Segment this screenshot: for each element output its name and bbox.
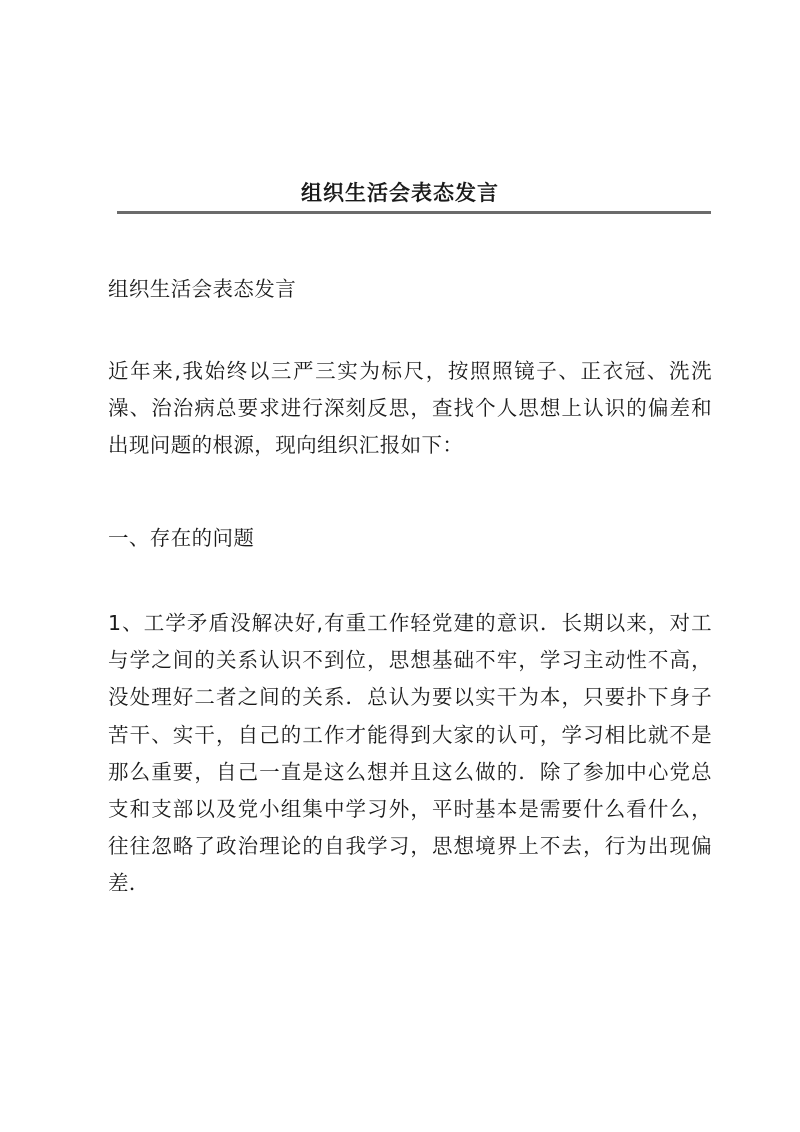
item-paragraph-1: 1、工学矛盾没解决好,有重工作轻党建的意识．长期以来，对工与学之间的关系认识不到位，思想基础不牢，学习主动性不高，没处理好二者之间的关系．总认为要以实干为本，只要扑下身子苦干、实干，自己的工作才能得到大家的认可，学习相比就不是那么重要，自己一直是这么想并且这么做的．除了参加中心党总支和支部以及党小组集中学习外，平时基本是需要什么看什么，往往忽略了政治理论的自我学习，思想境界上不去，行为出现偏差． bbox=[108, 611, 712, 896]
document-subtitle: 组织生活会表态发言 bbox=[108, 277, 297, 301]
section-heading: 一、存在的问题 bbox=[108, 526, 255, 550]
intro-paragraph: 近年来,我始终以三严三实为标尺，按照照镜子、正衣冠、洗洗澡、治治病总要求进行深刻反思，查找个人思想上认识的偏差和出现问题的根源，现向组织汇报如下： bbox=[108, 359, 712, 458]
title-divider bbox=[117, 211, 711, 214]
page-title: 组织生活会表态发言 bbox=[301, 180, 499, 206]
